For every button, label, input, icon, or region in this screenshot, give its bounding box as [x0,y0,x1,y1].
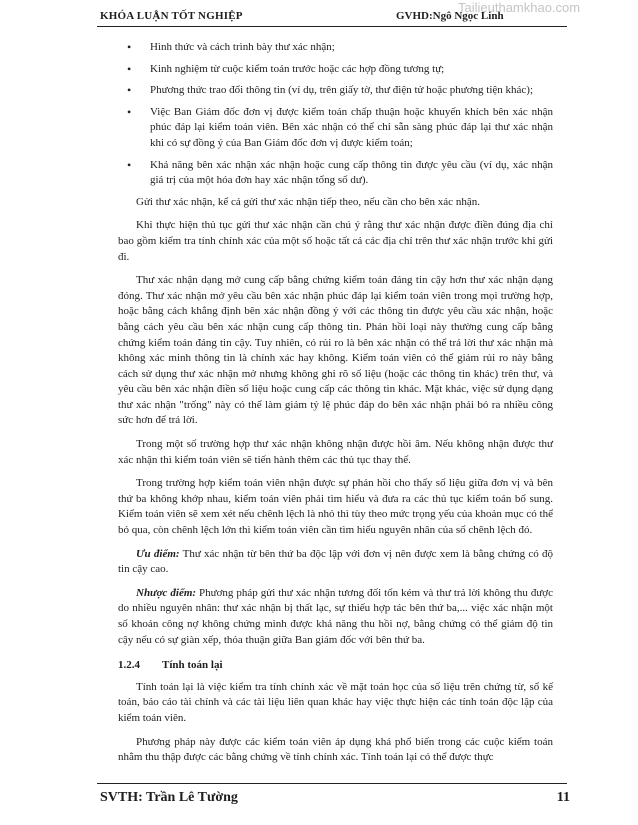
footer-divider [97,783,567,784]
paragraph: Thư xác nhận dạng mở cung cấp bằng chứng kiểm toán đáng tin cậy hơn thư xác nhận dạng đóng. Thư xác nhận mở yêu cầu bên xác nhận phúc đáp lại kiểm toán viên trong mọi trường hợp, hoặc bằng cách khẳng định bên xác nhận đồng ý với các thông tin được yêu cầu xác nhận, hoặc bằng cách yêu cầu bên xác nhận cung cấp thông tin. Phản hồi loại này thường cung cấp bằng chứng kiểm toán đáng tin cậy. Tuy nhiên, có rủi ro là bên xác nhận có thể trả lời thư xác nhận mà không xác minh thông tin là chính xác hay không. Kiểm toán viên có thể giảm rủi ro này bằng cách sử dụng thư xác nhận mở nhưng không ghi rõ số liệu (hoặc các thông tin khác) trên thư, và yêu cầu bên xác nhận điền số liệu hoặc cung cấp các thông tin khác. Mặt khác, việc sử dụng dạng thư xác nhận "trống" này có thể làm giảm tỷ lệ phúc đáp do bên xác nhận phải bỏ ra nhiều công sức hơn để trả lời. [118,274,553,427]
bullet-list [118,40,553,189]
advisor-label: GVHD:Ngô Ngọc Linh [396,10,504,22]
disadvantage-label: Nhược điểm: [136,586,197,599]
paragraph: Tính toán lại là việc kiểm tra tính chính xác về mặt toán học của số liệu trên chứng từ, sổ kế toán, báo cáo tài chính và các tài liệu liên quan khác hay việc thực hiện các tính toán độc lập của kiểm toán viên. [118,680,553,724]
list-item: • Kinh nghiệm từ cuộc kiểm toán trước hoặc các hợp đồng tương tự; [127,61,445,76]
bullet-icon: • [127,83,132,98]
bullet-icon: • [127,157,132,172]
list-item: • Khả năng bên xác nhận xác nhận hoặc cung cấp thông tin được yêu cầu (ví dụ, xác nhận giá trị của một hóa đơn hay xác nhận tổng số dư). [127,157,553,187]
disadvantage-paragraph: Nhược điểm: Phương pháp gửi thư xác nhận tương đối tốn kém và thư trả lời không thu được do nhiều nguyên nhân: thư xác nhận bị thất lạc, sự thiếu hợp tác bên thứ ba,... việc xác nhận một số khoản công nợ không chứng minh được khả năng thu hồi nợ, bằng chứng có thể giảm độ tin cậy nếu có sự giàn xếp, thỏa thuận giữa Ban giám đốc với bên thứ ba. [118,586,553,646]
section-number: 1.2.4 [118,659,140,672]
paragraph: Trong một số trường hợp thư xác nhận không nhận được hồi âm. Nếu không nhận được thư xác nhận thì kiểm toán viên sẽ tiến hành thêm các thủ tục thay thế. [118,438,553,466]
paragraph: Gửi thư xác nhận, kể cả gửi thư xác nhận tiếp theo, nếu cần cho bên xác nhận. [136,195,480,208]
header-divider [97,26,567,27]
paragraph: Khi thực hiện thủ tục gửi thư xác nhận cần chú ý rằng thư xác nhận được điền đúng địa chỉ bao gồm kiểm tra tính chính xác của một số hoặc tất cả các địa chỉ trên thư xác nhận trước khi gửi đi. [118,219,553,263]
document-title: KHÓA LUẬN TỐT NGHIỆP [100,10,243,22]
list-item: • Việc Ban Giám đốc đơn vị được kiểm toán chấp thuận hoặc khuyến khích bên xác nhận phúc đáp lại kiểm toán viên. Bên xác nhận có thể chỉ sẵn sàng phúc đáp lại thư xác nhận khi có sự đồng ý của Ban Giám đốc đơn vị được kiểm toán; [127,104,553,149]
page-body [118,40,553,774]
list-item: • Hình thức và cách trình bày thư xác nhận; [127,40,335,54]
advantage-label: Ưu điểm: [136,547,180,560]
watermark: Tailieuthamkhao.com [458,0,581,15]
bullet-icon: • [127,40,132,54]
student-name: SVTH: Trần Lê Tường [100,790,238,805]
page-number: 11 [556,790,570,805]
advantage-paragraph: Ưu điểm: Thư xác nhận từ bên thứ ba độc lập với đơn vị nên được xem là bằng chứng có độ tin cậy cao. [118,547,553,576]
bullet-icon: • [127,61,132,76]
section-title: Tính toán lại [162,659,223,672]
section-heading [118,658,553,674]
paragraph: Trong trường hợp kiểm toán viên nhận được sự phản hồi cho thấy số liệu giữa đơn vị và bên thứ ba không khớp nhau, kiểm toán viên phải tìm hiểu và đưa ra các thủ tục kiểm toán bổ sung. Kiểm toán viên sẽ xem xét nếu chênh lệch là nhỏ thì tùy theo mức trọng yếu của khoản mục có thể bỏ qua, còn chênh lệch lớn thì kiểm toán viên cần tìm hiểu nguyên nhân của số chênh lệch đó. [118,477,553,537]
bullet-icon: • [127,104,132,119]
paragraph: Phương pháp này được các kiểm toán viên áp dụng khá phổ biến trong các cuộc kiểm toán nhằm thu thập được các bằng chứng về tính chính xác. Tính toán lại có thể được thực [118,735,553,764]
list-item: • Phương thức trao đổi thông tin (ví dụ, trên giấy tờ, thư điện tử hoặc phương tiện khác); [127,83,534,98]
